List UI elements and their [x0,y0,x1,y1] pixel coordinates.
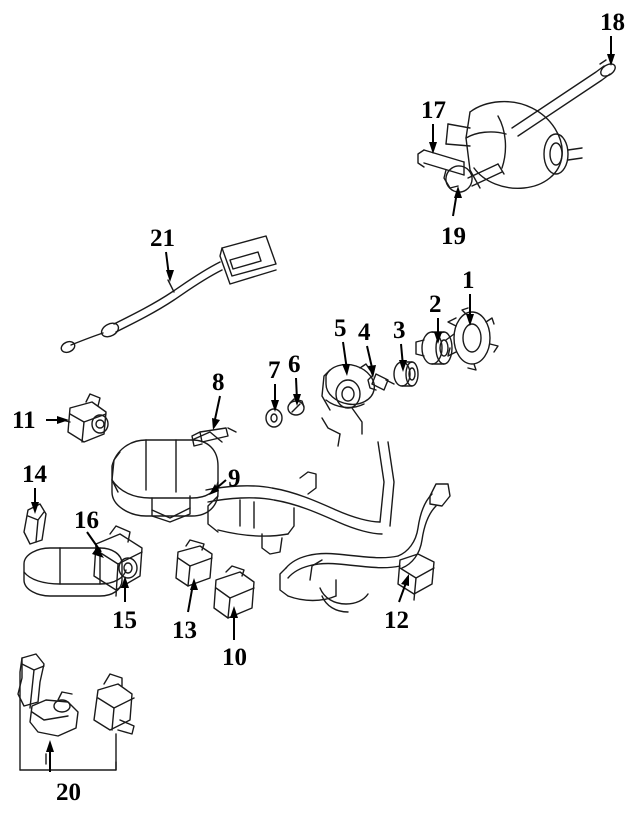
callout-13: 13 [172,617,197,644]
part-16-lock-housing [94,526,142,596]
callout-10: 10 [222,644,247,671]
callout-6: 6 [288,351,301,378]
part-11-lock-cylinder [62,394,108,442]
part-15-jacket [24,548,126,596]
callout-9: 9 [228,465,241,492]
callout-21: 21 [150,225,175,252]
part-4-screw [368,374,394,390]
part-13-switch [176,540,212,586]
part-20-brackets [18,654,134,770]
part-7-pin [266,409,282,427]
callout-3: 3 [393,317,406,344]
part-5-switch [322,364,374,446]
callout-18: 18 [600,9,625,36]
callout-8: 8 [212,369,225,396]
part-21-harness [60,236,276,354]
callout-1: 1 [462,267,475,294]
part-6-pin [288,399,304,415]
part-17-bolt [418,150,464,175]
part-9-harness [206,442,394,554]
callout-15: 15 [112,607,137,634]
callout-5: 5 [334,315,347,342]
part-1-gear [446,308,498,370]
callout-14: 14 [22,461,47,488]
part-2-bearing [416,332,452,364]
part-18-shaft [512,60,617,136]
part-3-bearing [394,362,418,386]
callout-2: 2 [429,291,442,318]
callout-16: 16 [74,507,99,534]
callout-4: 4 [358,319,371,346]
part-column-jacket [112,432,222,522]
callout-11: 11 [12,407,36,434]
part-14-bracket [24,504,46,544]
callout-12: 12 [384,607,409,634]
callout-7: 7 [268,357,281,384]
part-upper-housing [446,102,582,189]
callout-20: 20 [56,779,81,806]
callout-17: 17 [421,97,446,124]
part-12-harness [280,484,450,612]
part-10-relay [214,566,254,618]
callout-19: 19 [441,223,466,250]
